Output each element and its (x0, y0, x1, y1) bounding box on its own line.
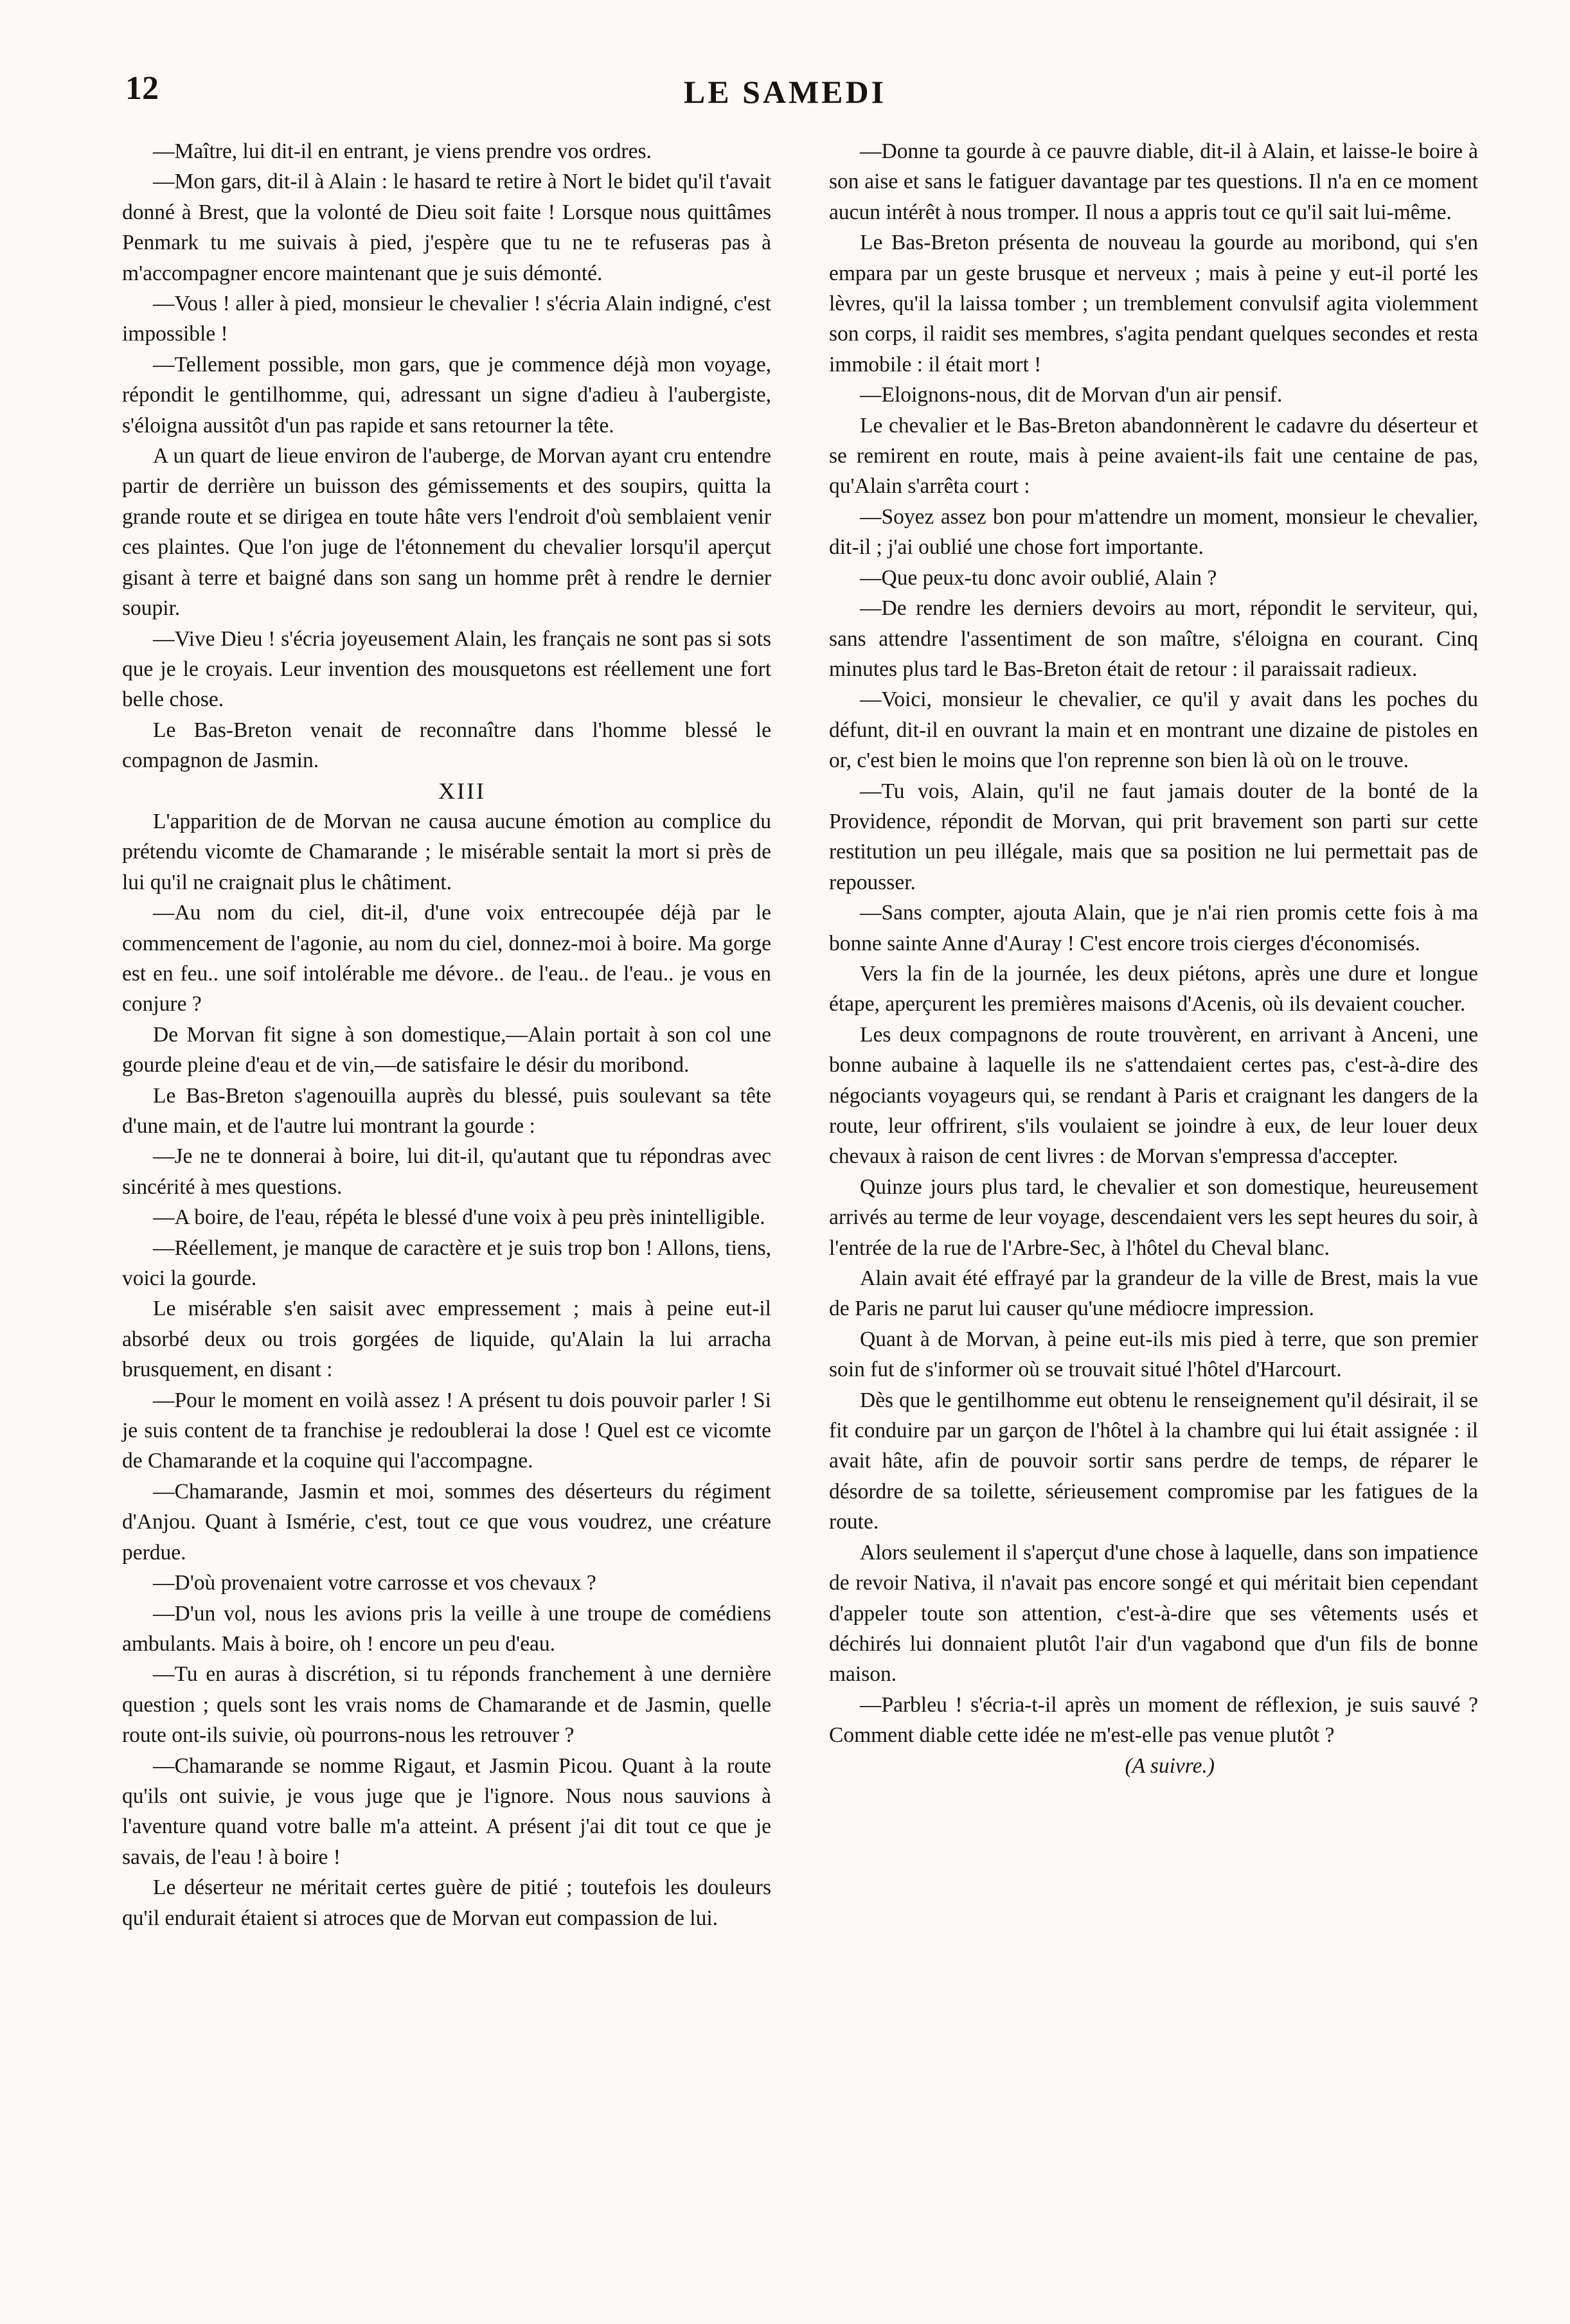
paragraph: —Maître, lui dit-il en entrant, je viens prendre vos ordres. (153, 139, 652, 163)
paragraph: —D'un vol, nous les avions pris la veille à une troupe de comédiens ambulants. Mais à boire, oh ! encore un peu d'eau. (122, 1601, 771, 1656)
paragraph: De Morvan fit signe à son domestique,—Alain portait à son col une gourde pleine d'eau et de vin,—de satisfaire le désir du moribond. (122, 1022, 771, 1078)
left-paragraphs-before (122, 136, 771, 776)
paragraph: —Voici, monsieur le chevalier, ce qu'il y avait dans les poches du défunt, dit-il en ouvrant la main et en montrant une dizaine de pistoles en or, c'est bien le moins que l'on reprenne son bien là où on le trouve. (829, 687, 1478, 773)
to-be-continued: (A suivre.) (1125, 1753, 1215, 1778)
paragraph: —Donne ta gourde à ce pauvre diable, dit-il à Alain, et laisse-le boire à son aise et sans le fatiguer davantage par tes questions. Il n'a en ce moment aucun intérêt à nous tromper. Il nous a appris tout ce qu'il sait lui-même. (829, 139, 1478, 224)
paragraph: A un quart de lieue environ de l'auberge, de Morvan ayant cru entendre partir de derrière un buisson des gémissements et des soupirs, quitta la grande route et se dirigea en toute hâte vers l'endroit d'où semblaient venir ces plaintes. Que l'on juge de l'étonnement du chevalier lorsqu'il aperçut gisant à terre et baigné dans son sang un homme prêt à rendre le dernier soupir. (122, 444, 771, 621)
paragraph: Dès que le gentilhomme eut obtenu le renseignement qu'il désirait, il se fit conduire par un garçon de l'hôtel à la chambre qui lui était assignée : il avait hâte, afin de pouvoir sortir sans perdre de temps, de réparer le désordre de sa toilette, sérieusement compromise par les fatigues de la route. (829, 1388, 1478, 1534)
paragraph: Le Bas-Breton s'agenouilla auprès du blessé, puis soulevant sa tête d'une main, et de l'autre lui montrant la gourde : (122, 1083, 771, 1138)
paragraph: —Mon gars, dit-il à Alain : le hasard te retire à Nort le bidet qu'il t'avait donné à Brest, que la volonté de Dieu soit faite ! Lorsque nous quittâmes Penmark tu me suivais à pied, j'espère que tu ne te refuseras pas à m'accompagner encore maintenant que je suis démonté. (122, 170, 771, 285)
paragraph: Quinze jours plus tard, le chevalier et son domestique, heureusement arrivés au terme de leur voyage, descendaient vers les sept heures du soir, à l'entrée de la rue de l'Arbre-Sec, à l'hôtel du Cheval blanc. (829, 1175, 1478, 1260)
running-head: LE SAMEDI (683, 74, 887, 110)
paragraph: —Vive Dieu ! s'écria joyeusement Alain, les français ne sont pas si sots que je le croyais. Leur invention des mousquetons est réellement une fort belle chose. (122, 626, 771, 712)
paragraph: —Je ne te donnerai à boire, lui dit-il, qu'autant que tu répondras avec sincérité à mes questions. (122, 1144, 771, 1199)
paragraph: —D'où provenaient votre carrosse et vos chevaux ? (153, 1571, 596, 1595)
left-column (122, 136, 771, 1933)
paragraph: —Sans compter, ajouta Alain, que je n'ai rien promis cette fois à ma bonne sainte Anne d'Auray ! C'est encore trois cierges d'économisés. (829, 901, 1478, 955)
paragraph: —Soyez assez bon pour m'attendre un moment, monsieur le chevalier, dit-il ; j'ai oublié une chose fort importante. (829, 504, 1478, 560)
paragraph: Alain avait été effrayé par la grandeur de la ville de Brest, mais la vue de Paris ne parut lui causer qu'une médiocre impression. (829, 1266, 1478, 1321)
right-column (829, 136, 1478, 1781)
paragraph: —Tellement possible, mon gars, que je commence déjà mon voyage, répondit le gentilhomme, qui, adressant un signe d'adieu à l'aubergiste, s'éloigna aussitôt d'un pas rapide et sans retourner la tête. (122, 352, 771, 438)
paragraph: Vers la fin de la journée, les deux piétons, après une dure et longue étape, aperçurent les premières maisons d'Acenis, où ils devaient coucher. (829, 961, 1478, 1016)
paragraph: Quant à de Morvan, à peine eut-ils mis pied à terre, que son premier soin fut de s'informer où se trouvait situé l'hôtel d'Harcourt. (829, 1327, 1478, 1382)
right-paragraphs (829, 136, 1478, 1751)
paragraph: Alors seulement il s'aperçut d'une chose à laquelle, dans son impatience de revoir Nativa, il n'avait pas encore songé et qui méritait bien cependant d'appeler toute son attention, c'est-à-dire que ses vêtements usés et déchirés lui donnaient plutôt l'air d'un vagabond que d'un fils de bonne maison. (829, 1540, 1478, 1687)
paragraph: Le déserteur ne méritait certes guère de pitié ; toutefois les douleurs qu'il endurait étaient si atroces que de Morvan eut compassion de lui. (122, 1876, 771, 1930)
paragraph: Le chevalier et le Bas-Breton abandonnèrent le cadavre du déserteur et se remirent en route, mais à peine avaient-ils fait une centaine de pas, qu'Alain s'arrêta court : (829, 413, 1478, 499)
paragraph: —Chamarande se nomme Rigaut, et Jasmin Picou. Quant à la route qu'ils ont suivie, je vous juge que je l'ignore. Nous nous sauvions à l'aventure quand votre balle m'a atteint. A présent j'ai dit tout ce que je savais, de l'eau ! à boire ! (122, 1753, 771, 1869)
paragraph: —Réellement, je manque de caractère et je suis trop bon ! Allons, tiens, voici la gourde. (122, 1236, 771, 1291)
paragraph: —Tu en auras à discrétion, si tu réponds franchement à une dernière question ; quels sont les vrais noms de Chamarande et de Jasmin, quelle route ont-ils suivie, où pourrons-nous les retrouver ? (122, 1662, 771, 1748)
paragraph: —Chamarande, Jasmin et moi, sommes des déserteurs du régiment d'Anjou. Quant à Ismérie, c'est, tout ce que vous voudrez, une créature perdue. (122, 1479, 771, 1565)
chapter-heading: XIII (438, 777, 486, 804)
paragraph: L'apparition de de Morvan ne causa aucune émotion au complice du prétendu vicomte de Chamarande ; le misérable sentait la mort si près de lui qu'il ne craignait plus le châtiment. (122, 809, 771, 894)
paragraph: —A boire, de l'eau, répéta le blessé d'une voix à peu près inintelligible. (153, 1205, 765, 1230)
paragraph: —Eloignons-nous, dit de Morvan d'un air pensif. (860, 383, 1283, 407)
paragraph: Le misérable s'en saisit avec empressement ; mais à peine eut-il absorbé deux ou trois gorgées de liquide, qu'Alain la lui arracha brusquement, en disant : (122, 1297, 771, 1382)
paragraph: —Pour le moment en voilà assez ! A présent tu dois pouvoir parler ! Si je suis content de ta franchise je redoublerai la dose ! Quel est ce vicomte de Chamarande et la coquine qui l'accompagne. (122, 1388, 771, 1473)
paragraph: Les deux compagnons de route trouvèrent, en arrivant à Anceni, une bonne aubaine à laquelle ils ne s'attendaient certes pas, c'est-à-dire des négociants voyageurs qui, se rendant à Paris et craignant les dangers de la route, leur offrirent, s'ils voulaient se joindre à eux, de leur louer deux chevaux à raison de cent livres : de Morvan s'empressa d'accepter. (829, 1022, 1478, 1169)
paragraph: —De rendre les derniers devoirs au mort, répondit le serviteur, qui, sans attendre l'assentiment de son maître, s'éloigna en courant. Cinq minutes plus tard le Bas-Breton était de retour : il paraissait radieux. (829, 596, 1478, 681)
paragraph: —Parbleu ! s'écria-t-il après un moment de réflexion, je suis sauvé ? Comment diable cette idée ne m'est-elle pas venue plutôt ? (829, 1692, 1478, 1748)
paragraph: —Tu vois, Alain, qu'il ne faut jamais douter de la bonté de la Providence, répondit de Morvan, qui prit bravement son parti sur cette restitution un peu illégale, mais que sa position ne lui permettait pas de repousser. (829, 779, 1478, 894)
paragraph: —Vous ! aller à pied, monsieur le chevalier ! s'écria Alain indigné, c'est impossible ! (122, 292, 771, 346)
left-paragraphs-after (122, 806, 771, 1933)
paragraph: —Au nom du ciel, dit-il, d'une voix entrecoupée déjà par le commencement de l'agonie, au nom du ciel, donnez-moi à boire. Ma gorge est en feu.. une soif intolérable me dévore.. de l'eau.. de l'eau.. je vous en conjure ? (122, 901, 771, 1016)
page-number: 12 (125, 70, 159, 107)
paragraph: Le Bas-Breton présenta de nouveau la gourde au moribond, qui s'en empara par un geste brusque et nerveux ; mais à peine y eut-il porté les lèvres, qu'il la laissa tomber ; un tremblement convulsif agita violemment son corps, il raidit ses membres, s'agita pendant quelques secondes et resta immobile : il était mort ! (829, 231, 1478, 377)
paragraph: —Que peux-tu donc avoir oublié, Alain ? (860, 565, 1217, 590)
paragraph: Le Bas-Breton venait de reconnaître dans l'homme blessé le compagnon de Jasmin. (122, 718, 771, 773)
